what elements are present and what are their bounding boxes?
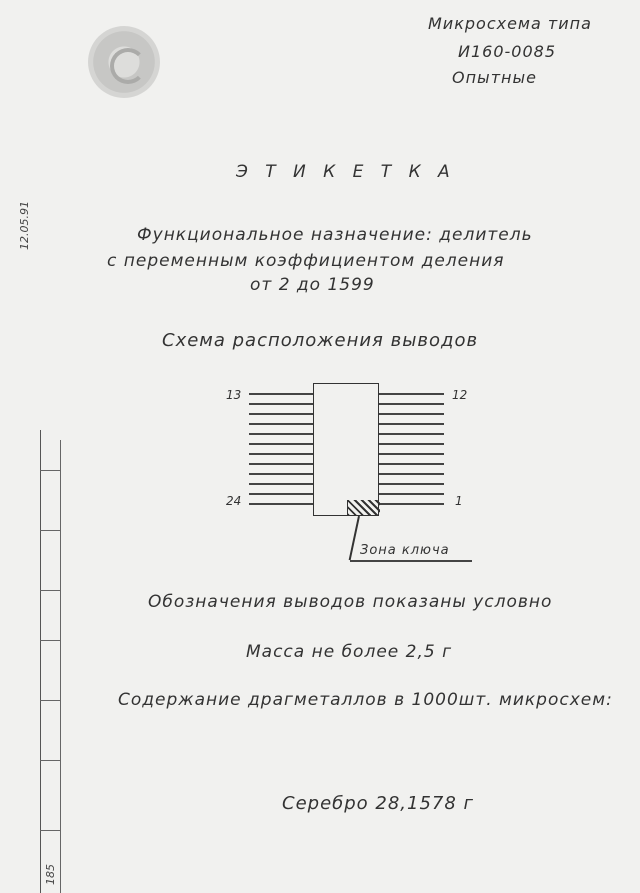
pin-lead <box>249 463 315 465</box>
company-logo-seal <box>88 26 160 98</box>
key-zone-label: Зона ключа <box>360 543 450 558</box>
pin-lead <box>378 493 444 495</box>
pin-lead <box>378 423 444 425</box>
header-line-type: Микросхема типа <box>428 14 592 33</box>
pin-lead <box>249 423 315 425</box>
pin-lead <box>249 503 315 505</box>
margin-tick <box>40 640 60 641</box>
margin-tick <box>40 590 60 591</box>
margin-date: 12.05.91 <box>18 201 31 250</box>
pin-lead <box>249 443 315 445</box>
margin-page-number: 185 <box>44 864 57 885</box>
pin-lead <box>249 433 315 435</box>
pin-lead <box>378 453 444 455</box>
pin-lead <box>249 493 315 495</box>
document-title: Э Т И К Е Т К А <box>236 162 456 182</box>
pin-lead <box>249 403 315 405</box>
header-line-status: Опытные <box>452 68 537 87</box>
key-zone-underline <box>350 560 472 562</box>
pin-lead <box>249 483 315 485</box>
pin-lead <box>249 393 315 395</box>
pin-lead <box>378 463 444 465</box>
silver-content: Серебро 28,1578 г <box>282 793 475 814</box>
chip-body <box>313 383 379 516</box>
margin-rule-outer <box>40 430 41 893</box>
purpose-line-1: Функциональное назначение: делитель <box>137 225 533 245</box>
margin-tick <box>40 760 60 761</box>
precious-metals-note: Содержание драгметаллов в 1000шт. микросхем: <box>118 690 613 710</box>
purpose-line-3: от 2 до 1599 <box>250 275 375 295</box>
key-zone-hatch <box>347 500 380 516</box>
pin-label-13: 13 <box>226 388 242 402</box>
pin-lead <box>378 473 444 475</box>
pin-label-24: 24 <box>226 494 242 508</box>
purpose-line-2: с переменным коэффициентом деления <box>107 251 505 271</box>
pin-lead <box>378 503 444 505</box>
margin-tick <box>40 470 60 471</box>
key-zone-leader-line <box>349 516 360 560</box>
pinout-heading: Схема расположения выводов <box>162 330 479 351</box>
pin-lead <box>378 403 444 405</box>
pin-lead <box>249 473 315 475</box>
pin-lead <box>378 393 444 395</box>
margin-tick <box>40 530 60 531</box>
designations-note: Обозначения выводов показаны условно <box>148 592 553 612</box>
pin-lead <box>378 433 444 435</box>
pin-label-12: 12 <box>452 388 468 402</box>
margin-tick <box>40 830 60 831</box>
pin-lead <box>249 413 315 415</box>
header-line-model: И160-0085 <box>458 42 556 61</box>
pin-label-1: 1 <box>455 494 463 508</box>
margin-tick <box>40 700 60 701</box>
margin-rule-inner <box>60 440 61 893</box>
pin-lead <box>249 453 315 455</box>
pin-lead <box>378 413 444 415</box>
mass-note: Масса не более 2,5 г <box>246 642 453 662</box>
pin-lead <box>378 443 444 445</box>
pin-lead <box>378 483 444 485</box>
